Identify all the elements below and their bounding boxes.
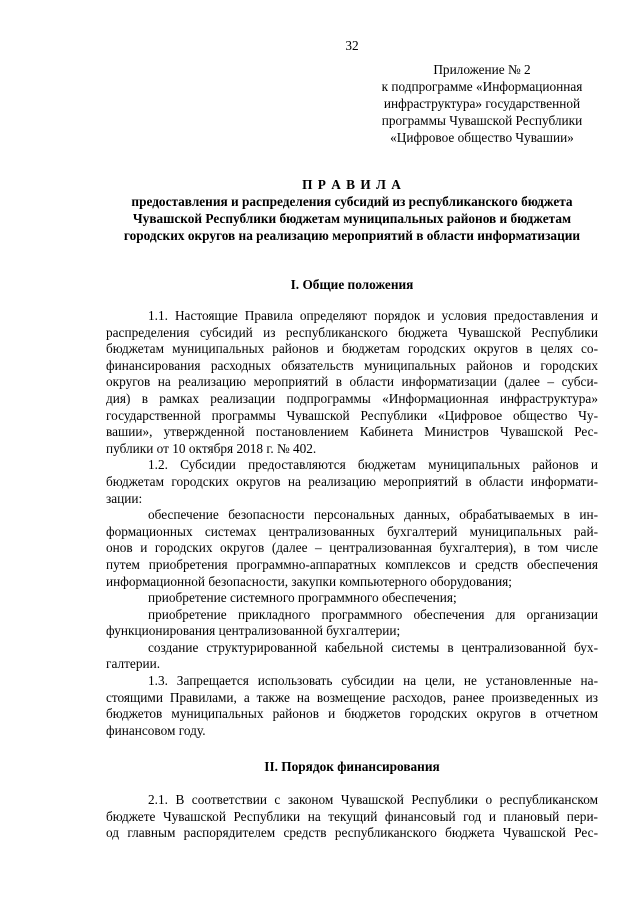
page-number: 32	[345, 38, 359, 53]
body-line: бюджетов муниципальных районов и бюджетов городских округов в отчетном	[106, 706, 598, 722]
body-line: галтерии.	[106, 656, 161, 672]
appendix-line: инфраструктура» государственной	[383, 96, 581, 111]
body-line: публики от 10 октября 2018 г. № 402.	[106, 440, 317, 456]
body-line: 1.3. Запрещается использовать субсидии на цели, не установленные на-	[148, 673, 598, 689]
appendix-line: «Цифровое общество Чувашии»	[390, 130, 574, 145]
body-line: информационной безопасности, закупки компьютерного оборудования;	[106, 573, 512, 589]
body-line: приобретение системного программного обеспечения;	[148, 590, 457, 606]
body-line: бюджетам муниципальных районов и бюджетам городских округов в целях со-	[106, 341, 598, 357]
body-line: онов и городских округов (далее – централизованная бухгалтерия), в том числе	[106, 540, 598, 556]
body-line: приобретение прикладного программного обеспечения для организации	[148, 606, 598, 622]
body-line: од главным распорядителем средств республиканского бюджета Чувашской Рес-	[106, 825, 598, 841]
body-line: дия) в рамках реализации подпрограммы «Информационная инфраструктура»	[106, 390, 598, 406]
appendix-line: программы Чувашской Республики	[381, 113, 583, 128]
section-body-general	[106, 308, 598, 739]
section-heading-financing: II. Порядок финансирования	[264, 759, 440, 774]
body-line: финансовом году.	[106, 722, 206, 738]
body-line: распределения субсидий из республиканского бюджета Чувашской Республики	[106, 324, 598, 340]
body-line: округов на реализацию мероприятий в области информатизации (далее – субси-	[106, 374, 598, 390]
body-line: финансирования расходных обязательств муниципальных районов и городских	[106, 357, 598, 373]
body-line: 2.1. В соответствии с законом Чувашской Республики о республиканском	[148, 792, 598, 807]
body-line: зации:	[106, 490, 143, 506]
body-line: путем приобретения программно-аппаратных комплексов и средств обеспечения	[106, 556, 598, 572]
body-line: стоящими Правилами, а также на возмещение расходов, ранее произведенных из	[106, 689, 598, 705]
body-line: 1.1. Настоящие Правила определяют порядок и условия предоставления и	[148, 308, 598, 323]
document-title: П Р А В И Л А	[302, 177, 402, 192]
appendix-note	[362, 61, 602, 146]
section-body-financing	[106, 792, 598, 842]
body-line: бюджетам городских округов на реализацию мероприятий в области информати-	[106, 473, 598, 489]
body-line: бюджете Чувашской Республики на текущий финансовый год и плановый пери-	[106, 808, 598, 824]
body-line: 1.2. Субсидии предоставляются бюджетам муниципальных районов и	[148, 457, 598, 473]
document-subtitle	[106, 193, 598, 244]
subtitle-line: Чувашской Республики бюджетам муниципальных районов и бюджетам	[132, 211, 572, 226]
body-line: создание структурированной кабельной системы в централизованной бух-	[148, 639, 598, 655]
body-line: вашии», утвержденной постановлением Кабинета Министров Чувашской Рес-	[106, 424, 598, 440]
body-line: государственной программы Чувашской Республики «Цифровое общество Чу-	[106, 407, 598, 423]
subtitle-line: городских округов на реализацию мероприятий в области информатизации	[123, 228, 581, 243]
body-line: формационных системах централизованных бухгалтерий муниципальных рай-	[106, 523, 598, 539]
subtitle-line: предоставления и распределения субсидий из республиканского бюджета	[131, 194, 573, 209]
appendix-line: Приложение № 2	[433, 62, 531, 77]
section-heading-general: I. Общие положения	[290, 277, 414, 292]
body-line: функционирования централизованной бухгалтерии;	[106, 623, 401, 639]
appendix-line: к подпрограмме «Информационная	[381, 79, 583, 94]
body-line: обеспечение безопасности персональных данных, обрабатываемых в ин-	[148, 507, 598, 523]
